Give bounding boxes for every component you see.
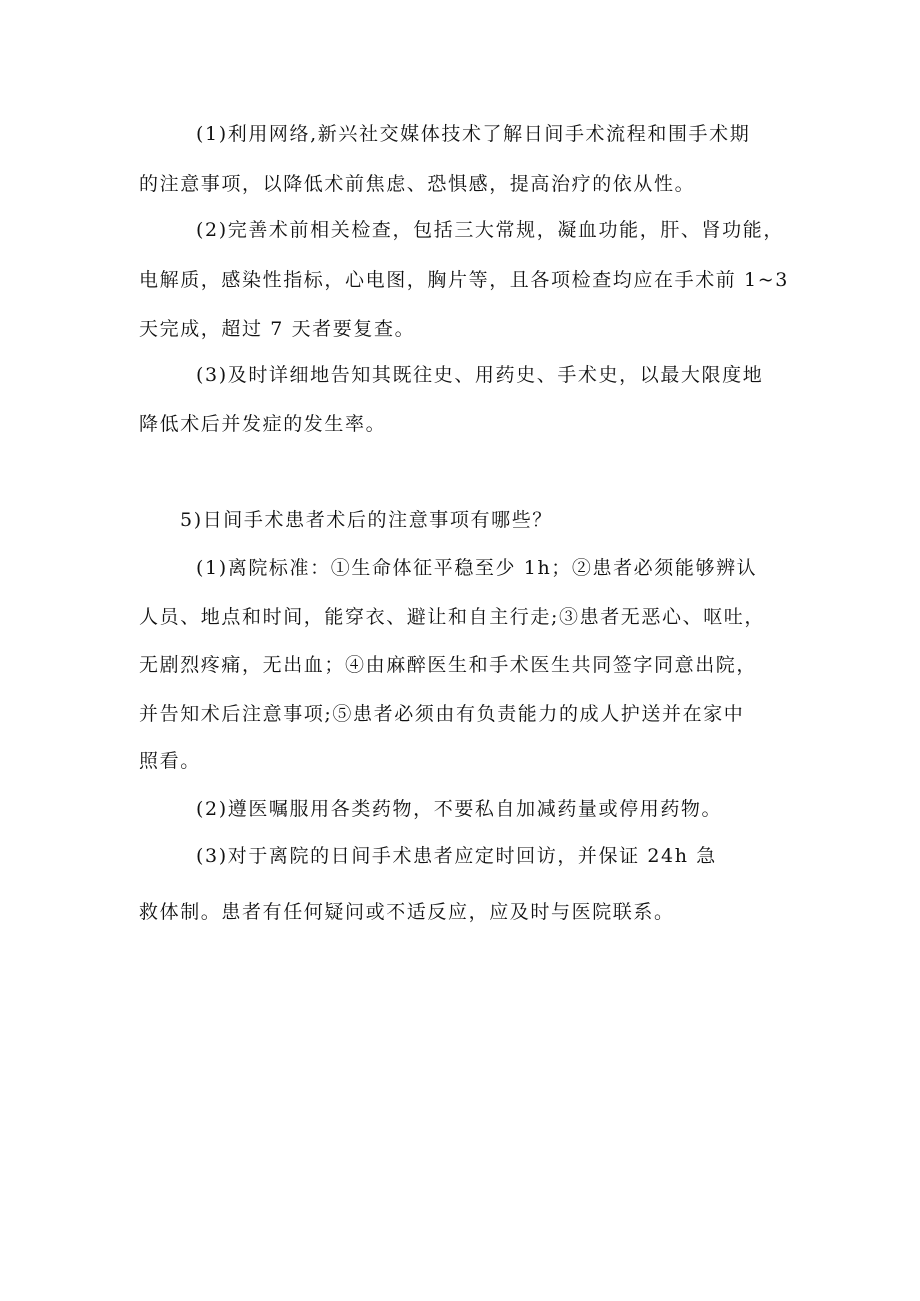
s5-item1-line2: 人员、地点和时间，能穿衣、避让和自主行走;③患者无恶心、呕吐， xyxy=(139,606,766,628)
s5-item1-line5: 照看。 xyxy=(139,750,201,772)
s4-item3-line1: (3)及时详细地告知其既往史、用药史、手术史，以最大限度地 xyxy=(196,364,764,386)
s4-item1-line2: 的注意事项，以降低术前焦虑、恐惧感，提高治疗的依从性。 xyxy=(139,173,696,195)
s4-item1-line1: (1)利用网络,新兴社交媒体技术了解日间手术流程和围手术期 xyxy=(196,123,751,145)
s5-item2-line1: (2)遵医嘱服用各类药物，不要私自加减药量或停用药物。 xyxy=(196,798,723,820)
s4-item2-line1: (2)完善术前相关检查，包括三大常规，凝血功能，肝、肾功能， xyxy=(196,219,784,241)
s5-item1-line1: (1)离院标准：①生命体征平稳至少 1h；②患者必须能够辨认 xyxy=(196,557,758,579)
s5-item1-line3: 无剧烈疼痛，无出血；④由麻醉医生和手术医生共同签字同意出院， xyxy=(139,654,758,676)
s4-item2-line3: 天完成，超过 7 天者要复查。 xyxy=(139,318,416,340)
s5-item1-line4: 并告知术后注意事项;⑤患者必须由有负责能力的成人护送并在家中 xyxy=(139,703,745,725)
s4-item2-line2: 电解质，感染性指标，心电图，胸片等，且各项检查均应在手术前 1~3 xyxy=(139,269,789,291)
question-5-heading: 5)日间手术患者术后的注意事项有哪些？ xyxy=(180,509,553,531)
s5-item3-line1: (3)对于离院的日间手术患者应定时回访，并保证 24h 急 xyxy=(196,845,717,867)
s5-item3-line2: 救体制。患者有任何疑问或不适反应，应及时与医院联系。 xyxy=(139,901,675,923)
s4-item3-line2: 降低术后并发症的发生率。 xyxy=(139,413,387,435)
